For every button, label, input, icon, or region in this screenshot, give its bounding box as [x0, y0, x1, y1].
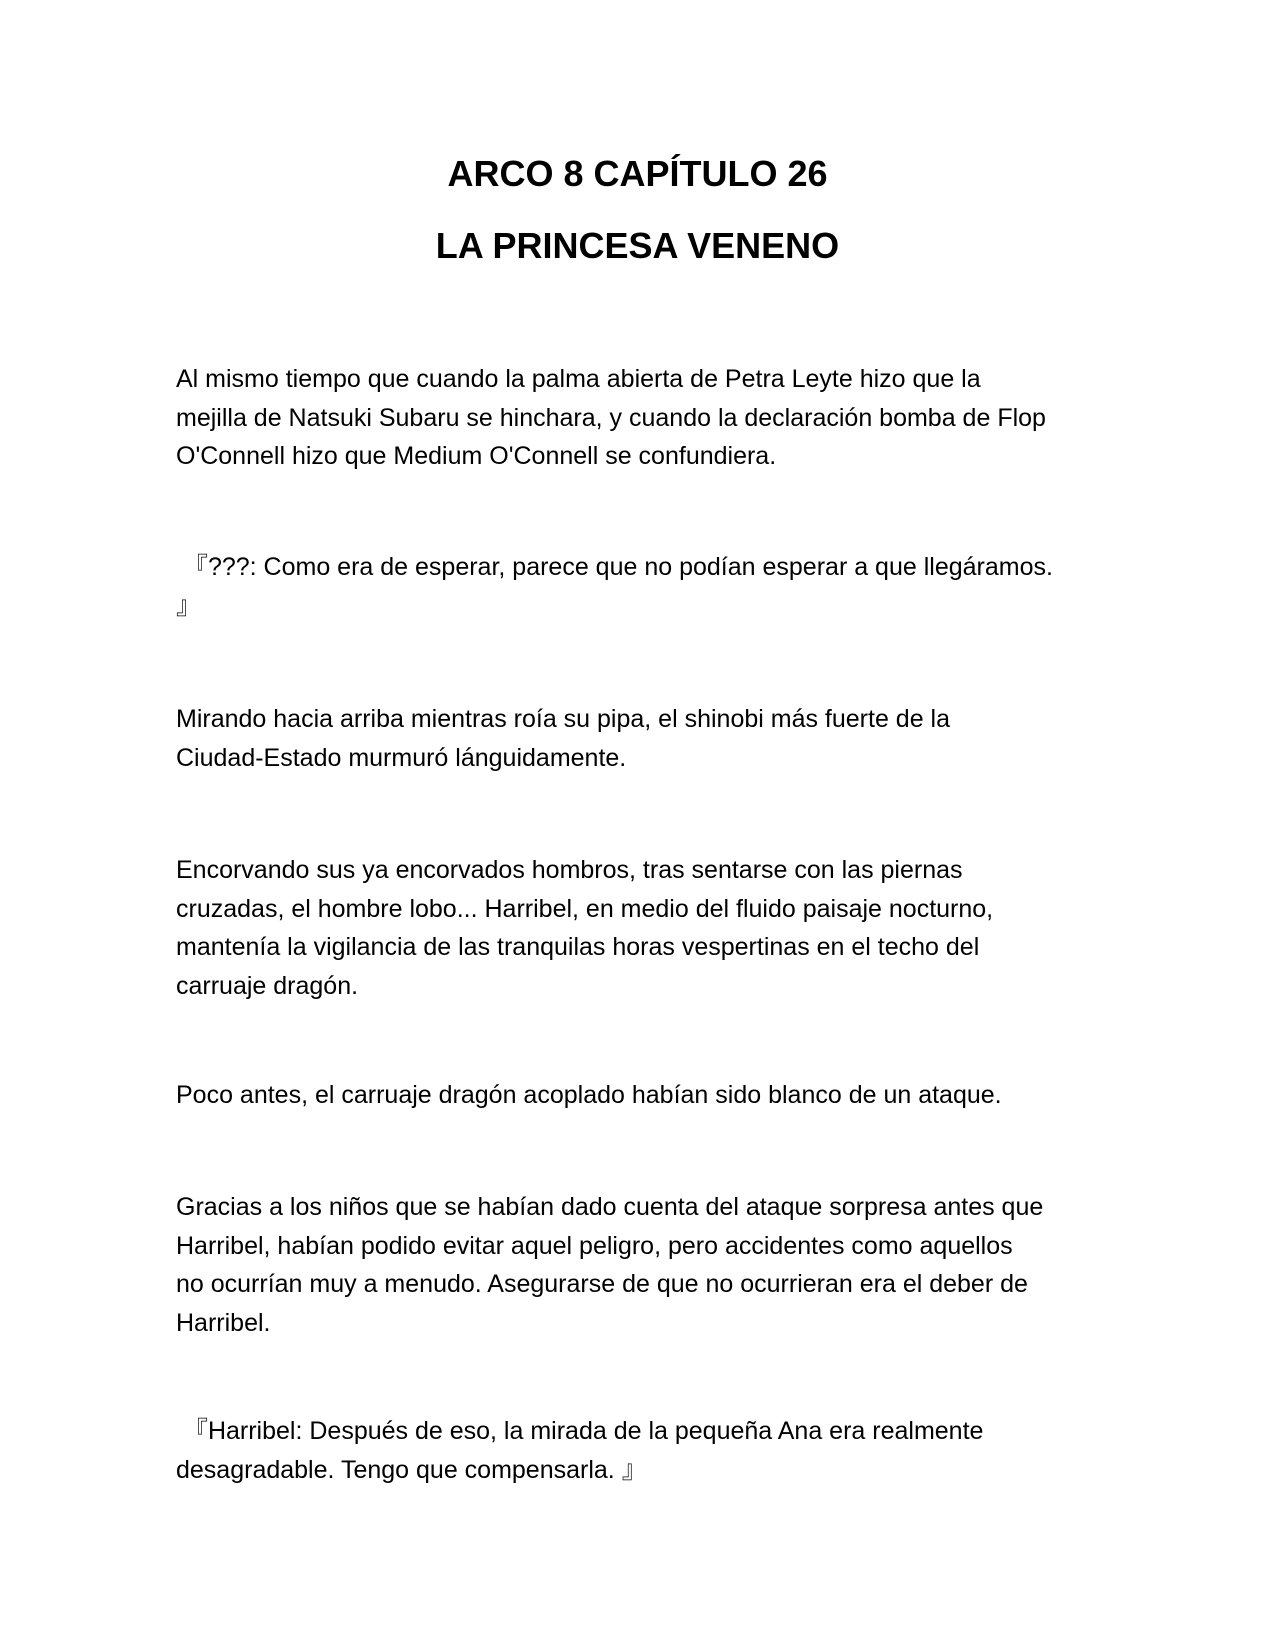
- paragraph-line: 『???: Como era de esperar, parece que no podían esperar a que llegáramos.: [176, 553, 1053, 581]
- paragraph: [176, 1076, 1106, 1115]
- paragraph-line: carruaje dragón.: [176, 971, 359, 1000]
- paragraph-line: desagradable. Tengo que compensarla. 』: [176, 1455, 647, 1484]
- paragraph-line: 『Harribel: Después de eso, la mirada de la pequeña Ana era realmente: [176, 1417, 984, 1445]
- paragraph-line: 』: [176, 591, 202, 620]
- paragraph-line: Harribel, habían podido evitar aquel peligro, pero accidentes como aquellos: [176, 1231, 1013, 1260]
- paragraph-line: Mirando hacia arriba mientras roía su pipa, el shinobi más fuerte de la: [176, 705, 951, 733]
- paragraph: [176, 1188, 1106, 1342]
- paragraph-line: mejilla de Natsuki Subaru se hinchara, y cuando la declaración bomba de Flop: [176, 403, 1046, 432]
- paragraph-line: Ciudad-Estado murmuró lánguidamente.: [176, 743, 627, 772]
- paragraph-line: Harribel.: [176, 1308, 271, 1337]
- paragraph-line: Poco antes, el carruaje dragón acoplado habían sido blanco de un ataque.: [176, 1081, 1002, 1109]
- paragraph-line: Encorvando sus ya encorvados hombros, tras sentarse con las piernas: [176, 856, 963, 884]
- paragraph-line: Gracias a los niños que se habían dado cuenta del ataque sorpresa antes que: [176, 1193, 1044, 1221]
- chapter-subtitle: LA PRINCESA VENENO: [435, 225, 840, 266]
- dialogue-paragraph: [176, 1412, 1106, 1489]
- chapter-title: ARCO 8 CAPÍTULO 26: [447, 153, 828, 194]
- paragraph: [176, 360, 1106, 476]
- paragraph-line: Al mismo tiempo que cuando la palma abierta de Petra Leyte hizo que la: [176, 365, 981, 393]
- paragraph-line: cruzadas, el hombre lobo... Harribel, en medio del fluido paisaje nocturno,: [176, 894, 994, 923]
- dialogue-paragraph: [176, 548, 1106, 625]
- paragraph: [176, 700, 1106, 777]
- paragraph-line: mantenía la vigilancia de las tranquilas horas vespertinas en el techo del: [176, 933, 980, 961]
- paragraph-line: no ocurrían muy a menudo. Asegurarse de que no ocurrieran era el deber de: [176, 1270, 1028, 1298]
- paragraph-line: O'Connell hizo que Medium O'Connell se confundiera.: [176, 442, 777, 470]
- paragraph: [176, 851, 1106, 1005]
